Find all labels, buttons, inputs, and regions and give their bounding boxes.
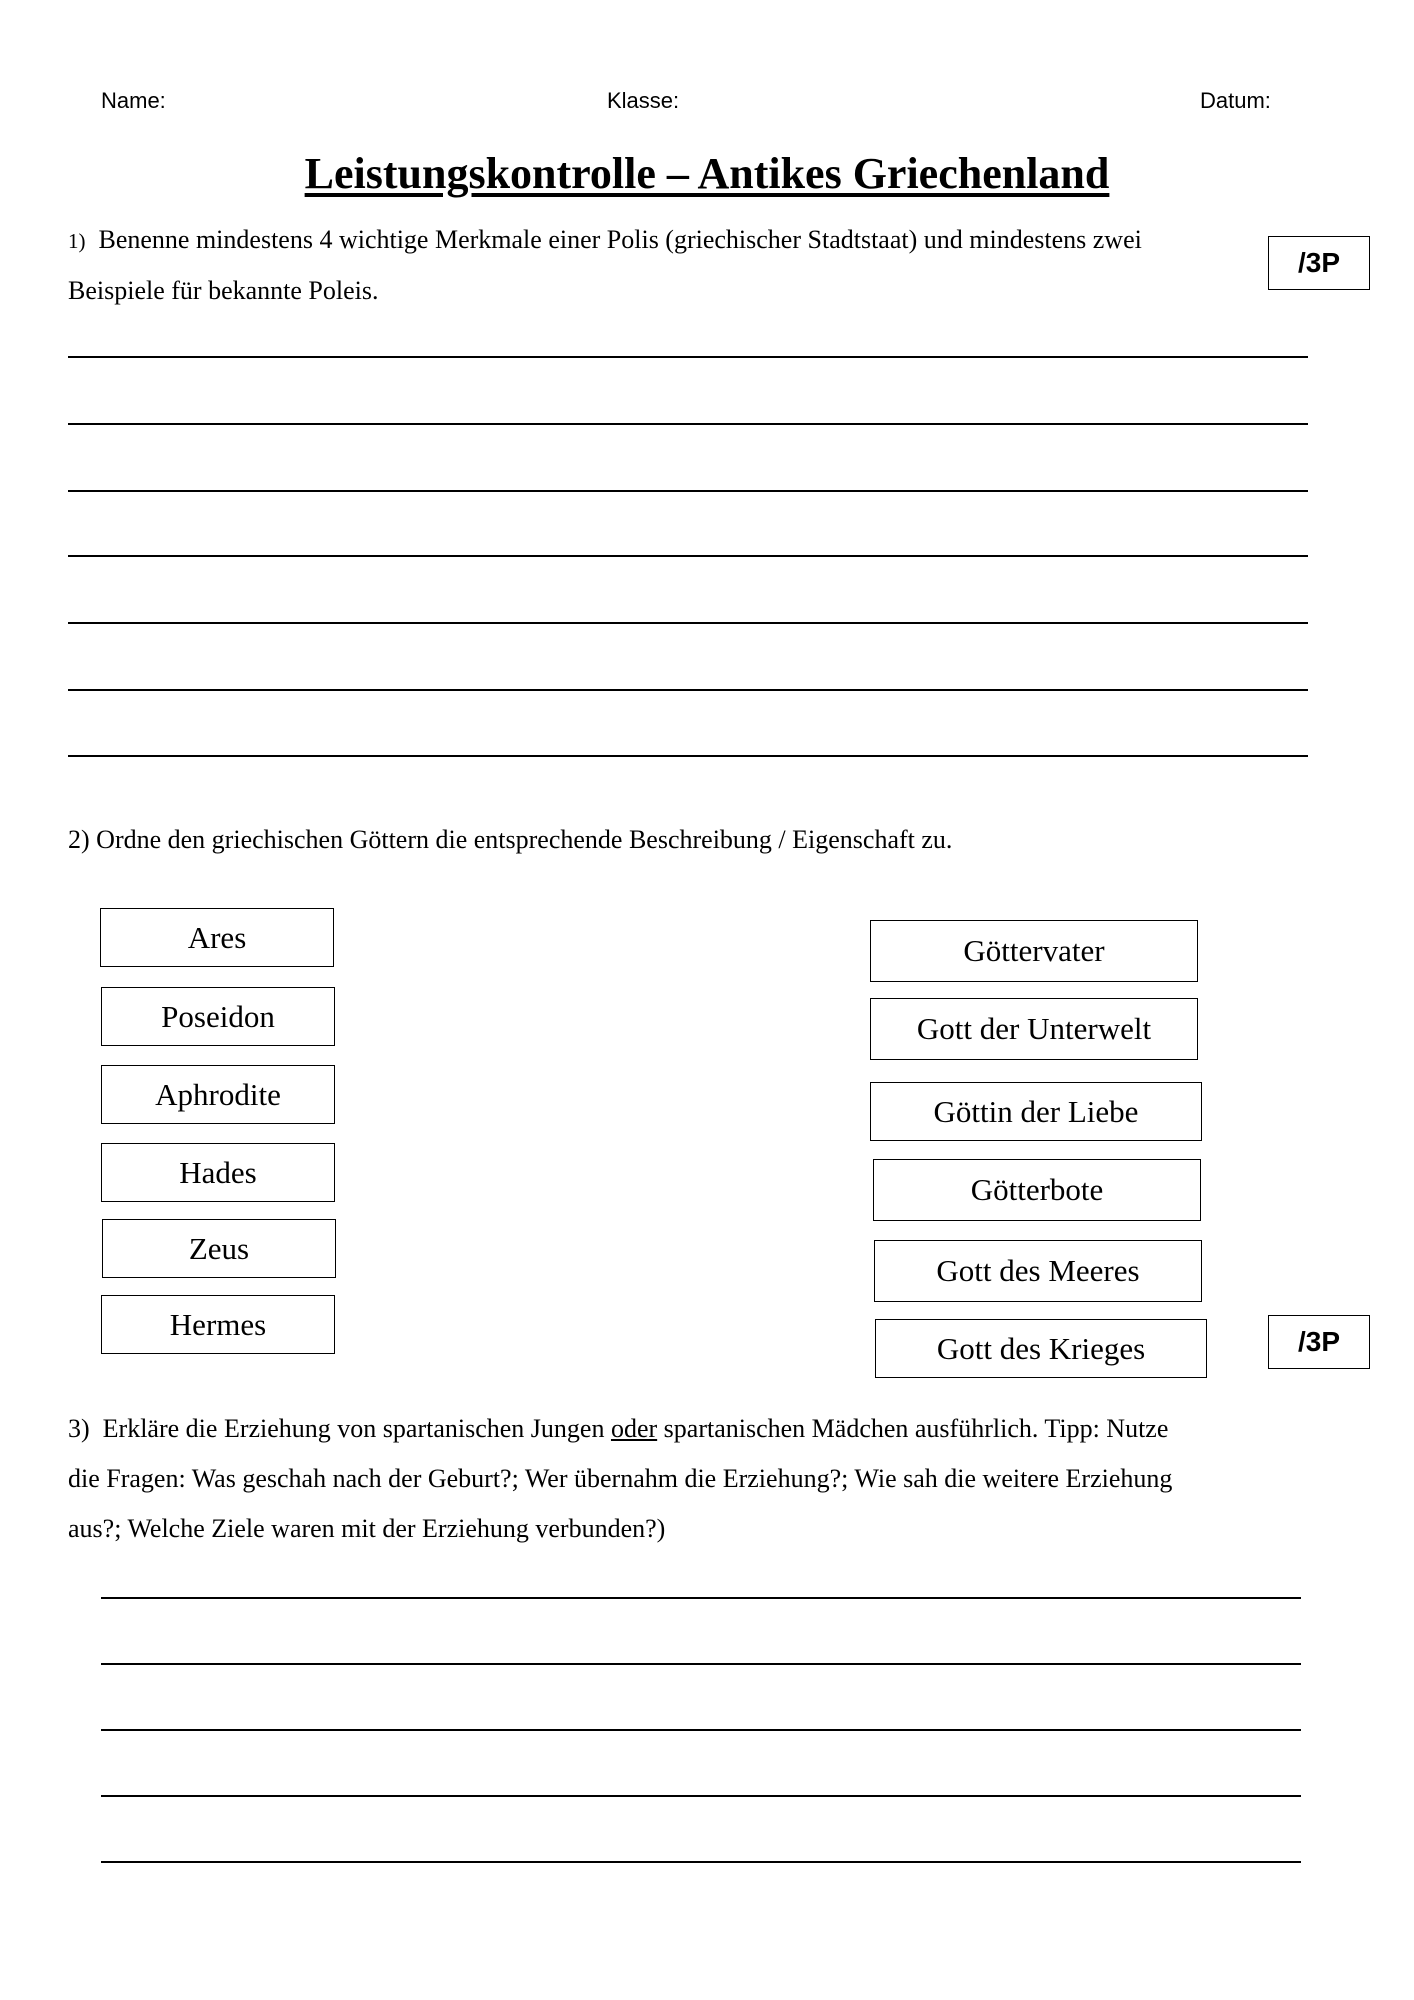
answer-line[interactable] bbox=[101, 1795, 1301, 1797]
question-3-prompt-1a: Erkläre die Erziehung von spartanischen Jungen bbox=[102, 1414, 611, 1443]
score-box-question-1: /3P bbox=[1268, 236, 1370, 290]
question-3-emphasis-oder: oder bbox=[610, 1414, 658, 1443]
question-3-prompt-1b: spartanischen Mädchen ausführlich. Tipp: Nutze bbox=[657, 1414, 1169, 1443]
answer-line[interactable] bbox=[101, 1597, 1301, 1599]
question-1-prompt-2: Beispiele für bekannte Poleis. bbox=[68, 276, 379, 305]
question-1-text bbox=[68, 215, 1268, 316]
question-3-prompt-2: die Fragen: Was geschah nach der Geburt?; Wer übernahm die Erziehung?; Wie sah die weitere Erziehung bbox=[68, 1464, 1173, 1493]
question-3-line-1 bbox=[68, 1404, 1368, 1454]
description-box-gott-der-unterwelt[interactable]: Gott der Unterwelt bbox=[870, 998, 1198, 1060]
god-box-hermes[interactable]: Hermes bbox=[101, 1295, 335, 1354]
class-label: Klasse: bbox=[607, 88, 680, 113]
answer-line[interactable] bbox=[68, 689, 1308, 691]
score-box-question-2: /3P bbox=[1268, 1315, 1370, 1369]
description-box-gott-des-krieges[interactable]: Gott des Krieges bbox=[875, 1319, 1207, 1378]
question-3-number: 3) bbox=[68, 1414, 90, 1443]
question-1-number: 1) bbox=[68, 229, 86, 253]
question-3-text bbox=[68, 1404, 1368, 1554]
answer-line[interactable] bbox=[68, 555, 1308, 557]
answer-line[interactable] bbox=[101, 1729, 1301, 1731]
answer-line[interactable] bbox=[101, 1861, 1301, 1863]
question-2-number: 2) bbox=[68, 825, 90, 854]
description-box-gott-des-meeres[interactable]: Gott des Meeres bbox=[874, 1240, 1202, 1302]
answer-line[interactable] bbox=[68, 490, 1308, 492]
god-box-ares[interactable]: Ares bbox=[100, 908, 334, 967]
question-1-line-1 bbox=[68, 215, 1268, 266]
answer-line[interactable] bbox=[68, 622, 1308, 624]
name-label: Name: bbox=[101, 88, 166, 113]
page-title: Leistungskontrolle – Antikes Griechenland bbox=[304, 149, 1110, 198]
question-2-text bbox=[68, 815, 1268, 865]
god-box-hades[interactable]: Hades bbox=[101, 1143, 335, 1202]
description-box-goettin-der-liebe[interactable]: Göttin der Liebe bbox=[870, 1082, 1202, 1141]
description-box-goettervater[interactable]: Göttervater bbox=[870, 920, 1198, 982]
answer-line[interactable] bbox=[68, 423, 1308, 425]
description-box-goetterbote[interactable]: Götterbote bbox=[873, 1159, 1201, 1221]
date-label: Datum: bbox=[1200, 88, 1271, 113]
question-2-prompt: Ordne den griechischen Göttern die entsprechende Beschreibung / Eigenschaft zu. bbox=[96, 825, 953, 854]
god-box-poseidon[interactable]: Poseidon bbox=[101, 987, 335, 1046]
answer-line[interactable] bbox=[68, 356, 1308, 358]
question-3-prompt-3: aus?; Welche Ziele waren mit der Erziehung verbunden?) bbox=[68, 1514, 666, 1543]
answer-line[interactable] bbox=[101, 1663, 1301, 1665]
question-1-prompt-1: Benenne mindestens 4 wichtige Merkmale einer Polis (griechischer Stadtstaat) und mindestens zwei bbox=[98, 225, 1142, 254]
god-box-zeus[interactable]: Zeus bbox=[102, 1219, 336, 1278]
answer-line[interactable] bbox=[68, 755, 1308, 757]
god-box-aphrodite[interactable]: Aphrodite bbox=[101, 1065, 335, 1124]
